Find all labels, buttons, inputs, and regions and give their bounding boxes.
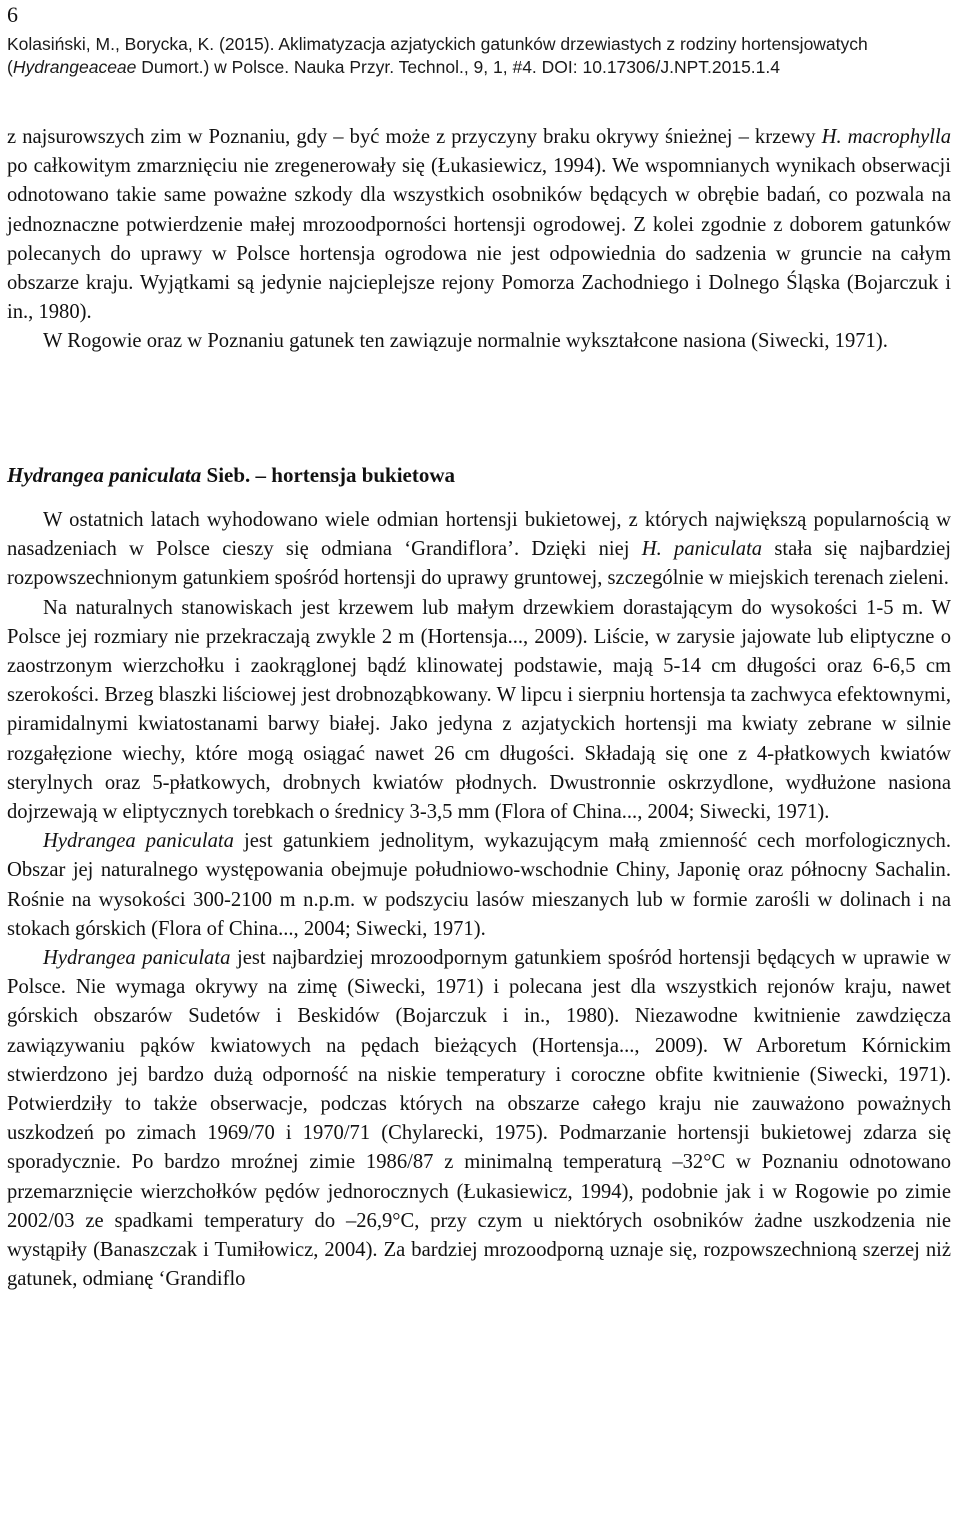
citation-family-name: Hydrangeaceae [12,57,137,77]
section-common-name: Sieb. – hortensja bukietowa [201,463,456,487]
citation-journal: Dumort.) w Polsce. Nauka Przyr. Technol., 9, 1, #4. DOI: 10.17306/J.NPT.2015.1.4 [136,57,780,77]
citation-line-1: Kolasiński, M., Borycka, K. (2015). Aklimatyzacja azjatyckich gatunków drzewiastych z rodziny hortensjowatych [7,34,868,54]
paragraph-hardiness [7,944,951,1294]
continued-text-block [7,123,951,357]
species-name: Hydrangea paniculata [43,830,234,853]
paragraph-text: stała się najbardziej rozpowszechnionym gatunkiem spośród hortensji do uprawy gruntowej, szczególnie w miejskich terenach zieleni. [7,538,951,590]
paragraph-morphology: Na naturalnych stanowiskach jest krzewem lub małym drzewkiem dorastającym do wysokości 1-5 m. W Polsce jej rozmiary nie przekraczają zwykle 2 m (Hortensja..., 2009). Liście, w zarysie jajowate lub eliptyczne o zaostrzonym wierzchołku i zaokrąglonej bądź klinowatej podstawie, mają 5-14 cm długości oraz 6-6,5 cm szerokości. Brzeg blaszki liściowej jest drobnoząbkowany. W lipcu i sierpniu hortensja ta zachwyca efektownymi, piramidalnymi kwiatostanami barwy białej. Jako jedyna z azjatyckich hortensji ma kwiaty zebrane w silnie rozgałęzione wiechy, które mogą osiągać nawet 26 cm długości. Składają się one z 4-płatkowych kwiatów sterylnych oraz 5-płatkowych, drobnych kwiatów płodnych. Dwustronnie oskrzydlone, wydłużone nasiona dojrzewają w eliptycznych torebkach o średnicy 3-3,5 mm (Flora of China..., 2004; Siwecki, 1971). [7,596,951,824]
paragraph-cultivars [7,506,951,594]
species-name: H. macrophylla [821,126,952,148]
section-heading [7,460,455,490]
citation-paren: ( [7,57,13,77]
citation-line-2 [7,56,951,79]
paragraph-text: jest najbardziej mrozoodpornym gatunkiem spośród hortensji będących w uprawie w Polsce. Nie wymaga okrywy na zimę (Siwecki, 1971) i polecana jest dla wszystkich rejonów kraju, nawet górskich obszarów Sudetów i Beskidów (Bojarczuk i in., 1980). Niezawodne kwitnienie zawdzięcza zawiązywaniu pąków kwiatowych na pędach bieżących (Hortensja..., 2009). W Arboretum Kórnickim stwierdzono jej bardzo dużą odporność na niskie temperatury i coroczne obfite kwitnienie (Siwecki, 1971). Potwierdziły to także obserwacje, podczas których na obszarze całego kraju nie zauważono poważnych uszkodzeń po zimach 1969/70 i 1970/71 (Chylarecki, 1975). Podmarzanie hortensji bukietowej zdarza się sporadycznie. Po bardzo mroźnej zimie 1986/87 z minimalną temperaturą –32°C w Poznaniu odnotowano przemarznięcie wierzchołków pędów jednorocznych (Łukasiewicz, 1994), podobnie jak i w Rogowie po zimie 2002/03 ze spadkami temperatury do –26,9°C, przy czym u niektórych osobników żadne uszkodzenia nie wystąpiły (Banaszczak i Tumiłowicz, 2004). Za bardziej mrozoodporną uznaje się, rozpowszechnioną szerzej niż gatunek, odmianę ‘Grandiflo [7,947,952,1291]
species-name: Hydrangea paniculata [43,947,231,970]
paragraph-text: W ostatnich latach wyhodowano wiele odmian hortensji bukietowej, z których największą popularnością w nasadzeniach w Polsce cieszy się odmiana ‘Grandiflora’. Dzięki niej [7,509,951,561]
paragraph-text: jest gatunkiem jednolitym, wykazującym małą zmienność cech morfologicznych. Obszar jej naturalnego występowania obejmuje południowo-wschodnie Chiny, Japonię oraz północny Sachalin. Rośnie na wysokości 300-2100 m n.p.m. w podszyciu lasów mieszanych lub w formie zarośli w dolinach i na stokach górskich (Flora of China..., 2004; Siwecki, 1971). [7,830,951,940]
paragraph-text: po całkowitym zmarznięciu nie zregenerowały się (Łukasiewicz, 1994). We wspomnianych wynikach obserwacji odnotowano takie same poważne szkody dla wszystkich osobników będących w obrębie badań, co pozwala na jednoznaczne potwierdzenie małej mrozoodporności hortensji ogrodowej. Z kolei zgodnie z doborem gatunków polecanych do uprawy w Polsce hortensja ogrodowa nie jest odpowiednia do sadzenia w gruncie na całym obszarze kraju. Wyjątkami są jedynie najcieplejsze rejony Pomorza Zachodniego i Dolnego Śląska (Bojarczuk i in., 1980). [7,155,951,324]
paragraph-text: z najsurowszych zim w Poznaniu, gdy – być może z przyczyny braku okrywy śnieżnej – krzewy [7,126,822,148]
section-species-name: Hydrangea paniculata [7,463,202,487]
citation-header [7,33,951,79]
continued-paragraph [7,123,951,327]
section-text-block [7,506,951,1294]
paragraph-distribution [7,827,951,944]
document-page [7,0,951,1522]
page-number: 6 [7,2,18,27]
species-name: H. paniculata [641,538,763,561]
paragraph-seeds: W Rogowie oraz w Poznaniu gatunek ten zawiązuje normalnie wykształcone nasiona (Siwecki, 1971). [43,330,888,353]
